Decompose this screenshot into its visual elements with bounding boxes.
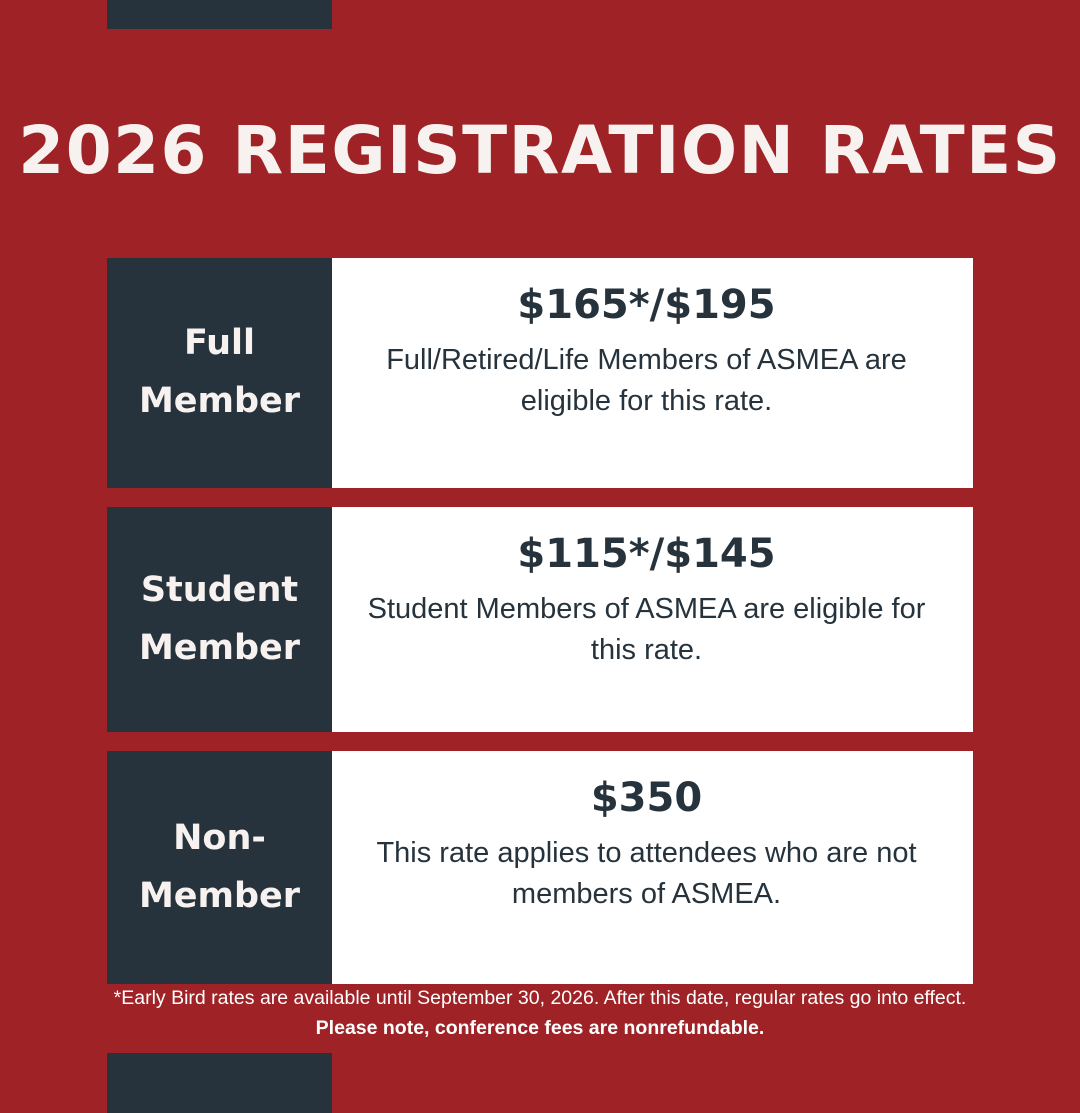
decorative-tab-top	[107, 0, 332, 29]
rate-category-line2: Member	[138, 381, 301, 421]
footnote-line-early-bird: *Early Bird rates are available until September 30, 2026. After this date, regular rates go into effect.	[113, 987, 967, 1009]
table-row	[107, 258, 973, 488]
rate-description: Student Members of ASMEA are eligible for this rate.	[367, 593, 926, 667]
rate-details	[332, 507, 973, 732]
rate-price: $350	[590, 775, 703, 821]
rate-price: $165*/$195	[517, 282, 776, 328]
table-row	[107, 751, 973, 984]
rate-category-label	[107, 258, 332, 488]
rate-category-line2: Member	[138, 627, 301, 668]
footnote	[0, 983, 1080, 1043]
rate-details	[332, 258, 973, 488]
rate-price: $115*/$145	[517, 531, 776, 577]
rates-table	[107, 258, 973, 1003]
footnote-line-nonrefundable: Please note, conference fees are nonrefundable.	[315, 1017, 765, 1040]
table-row	[107, 507, 973, 732]
rate-description: This rate applies to attendees who are not members of ASMEA.	[376, 837, 917, 911]
rate-details	[332, 751, 973, 984]
rate-category-label	[107, 751, 332, 984]
page-title: 2026 REGISTRATION RATES	[18, 112, 1062, 189]
rate-description: Full/Retired/Life Members of ASMEA are eligible for this rate.	[386, 344, 907, 418]
rate-category-line1: Non-	[173, 817, 266, 858]
rate-category-line1: Student	[140, 569, 299, 610]
rate-category-label	[107, 507, 332, 732]
rate-category-line1: Full	[183, 323, 256, 364]
rate-category-line2: Member	[138, 875, 301, 916]
decorative-tab-bottom	[107, 1053, 332, 1113]
